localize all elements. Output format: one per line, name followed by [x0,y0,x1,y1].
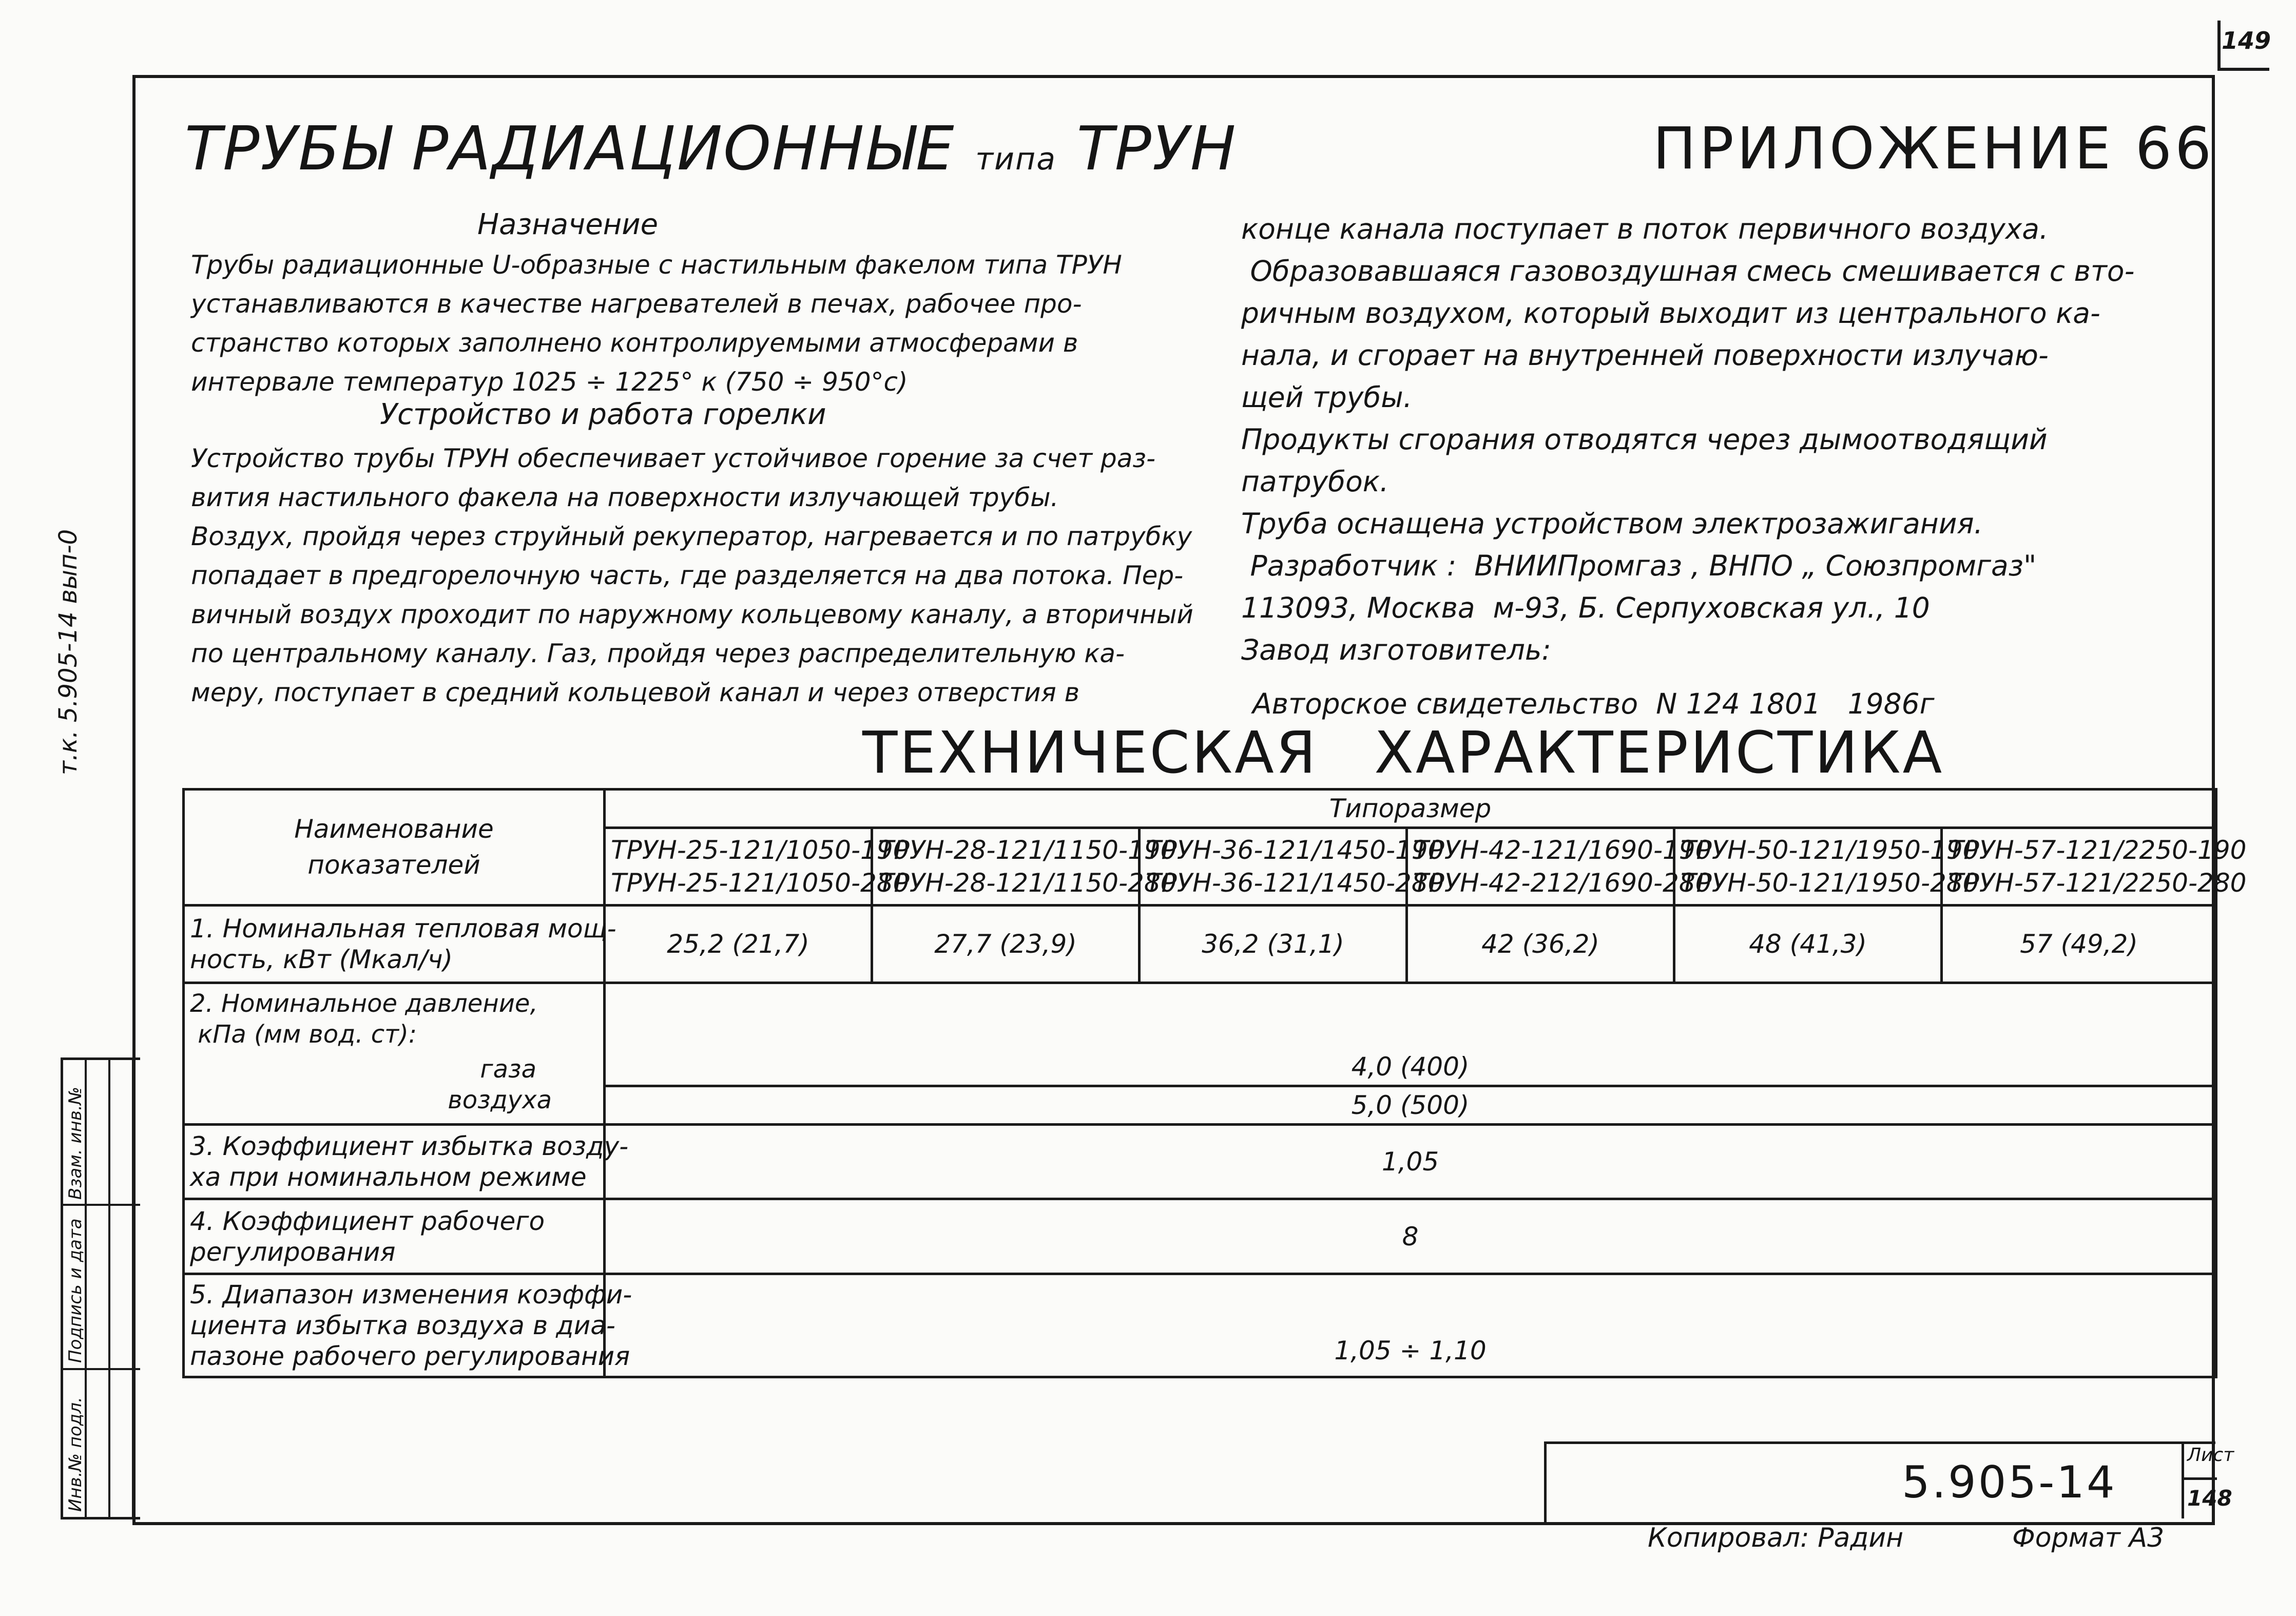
sheet-format: Формат А3 [2012,1523,2165,1553]
document-title [185,113,1237,184]
row1-value: 57 (49,2) [1942,905,2216,983]
device-text: Устройство трубы ТРУН обеспечивает устойчивое горение за счет раз- вития настильного факела на поверхности излучающей трубы. Воздух, пройдя через струйный рекуператор, нагревается и по патрубку попадает в предгорелочную часть, где разделяется на два потока. Пер- вичный воздух проходит по наружному кольцевому каналу, а вторичный по центральному каналу. Газ, пройдя через распределительную ка- меру, поступает в средний кольцевой канал и через отверстия в [191,444,1193,707]
type-cell: ТРУН-25-121/1050-190 ТРУН-25-121/1050-280 [605,828,872,906]
type-cell: ТРУН-36-121/1450-190 ТРУН-36-121/1450-280 [1140,828,1407,906]
row4-value: 8 [605,1199,2216,1274]
title-end: ТРУН [1076,113,1237,184]
vertical-doc-code: т.к. 5.905-14 вып-0 [54,529,83,775]
sheet-box [2182,1441,2234,1518]
tech-characteristic-title: ТЕХНИЧЕСКАЯ ХАРАКТЕРИСТИКА [862,720,1944,786]
type-cell: ТРУН-28-121/1150-190 ТРУН-28-121/1150-280 [872,828,1140,906]
row3-label: 3. Коэффициент избытка возду- ха при номинальном режиме [184,1124,605,1199]
right-column-text: конце канала поступает в поток первичного воздуха. Образовавшаяся газовоздушная смесь смешивается с вто- ричным воздухом, который выходит из центрального ка- нала, и сгорает на внутренней поверхности излучаю- щей трубы. Продукты сгорания отводятся через дымоотводящий патрубок. Труба оснащена устройством электрозажигания. Разработчик : ВНИИПромгаз , ВНПО „ Союзпромгаз" 113093, Москва м-93, Б. Серпуховская ул., 10 Завод изготовитель: [1241,213,2135,666]
purpose-text: Трубы радиационные U-образные с настильным факелом типа ТРУН устанавливаются в качестве нагревателей в печах, рабочее про- странство которых заполнено контролируемыми атмосферами в интервале температур 1025 ÷ 1225° к (750 ÷ 950°с) [191,250,1122,397]
page-corner-number: 149 [2222,27,2271,54]
row2-label-cell [184,983,605,1124]
stamp-column [110,1060,134,1517]
copied-by: Копировал: Радин [1648,1523,1904,1553]
heading-device: Устройство и работа горелки [380,398,826,431]
header-type: Типоразмер [605,790,2216,828]
stamp-column [87,1060,110,1517]
type-cell: ТРУН-42-121/1690-190 ТРУН-42-212/1690-280 [1407,828,1674,906]
row1-value: 36,2 (31,1) [1140,905,1407,983]
certificate-text: Авторское свидетельство N 124 1801 1986г [1252,687,1935,720]
title-small: типа [975,141,1057,177]
row2-air-value: 5,0 (500) [605,1086,2216,1124]
header-name: Наименование показателей [184,790,605,906]
row2-gas-label: газа [480,1054,536,1084]
stamp-label-replace: Взам. инв.№ [65,1086,86,1200]
stamp-strip [61,1057,140,1519]
appendix-title: ПРИЛОЖЕНИЕ 66 [1653,116,2215,182]
stamp-divider [63,1368,140,1370]
type-cell: ТРУН-50-121/1950-190 ТРУН-50-121/1950-280 [1674,828,1942,906]
stamp-label-sign: Подпись и дата [65,1218,86,1363]
row1-label: 1. Номинальная тепловая мощ- ность, кВт (Мкал/ч) [184,905,605,983]
row2-air-label: воздуха [448,1085,552,1114]
row5-label: 5. Диапазон изменения коэффи- циента избытка воздуха в диа- пазоне рабочего регулирования [184,1274,605,1377]
type-cell: ТРУН-57-121/2250-190 ТРУН-57-121/2250-280 [1942,828,2216,906]
row4-label: 4. Коэффициент рабочего регулирования [184,1199,605,1274]
doc-number: 5.905-14 [1902,1457,2117,1508]
sheet-number: 148 [2187,1486,2232,1511]
row2-gas-value: 4,0 (400) [605,983,2216,1086]
row5-value: 1,05 ÷ 1,10 [605,1274,2216,1377]
row1-value: 48 (41,3) [1674,905,1942,983]
sheet-label: Лист [2187,1445,2234,1466]
stamp-divider [63,1204,140,1206]
heading-purpose: Назначение [477,208,659,241]
row1-value: 25,2 (21,7) [605,905,872,983]
row1-value: 27,7 (23,9) [872,905,1140,983]
sheet-divider [2184,1477,2217,1480]
row1-value: 42 (36,2) [1407,905,1674,983]
row2-label: 2. Номинальное давление, кПа (мм вод. ст): [190,989,538,1049]
stamp-label-inv: Инв.№ подл. [65,1397,86,1512]
spec-table [182,788,2247,1378]
title-main: ТРУБЫ РАДИАЦИОННЫЕ [185,113,955,184]
row3-value: 1,05 [605,1124,2216,1199]
